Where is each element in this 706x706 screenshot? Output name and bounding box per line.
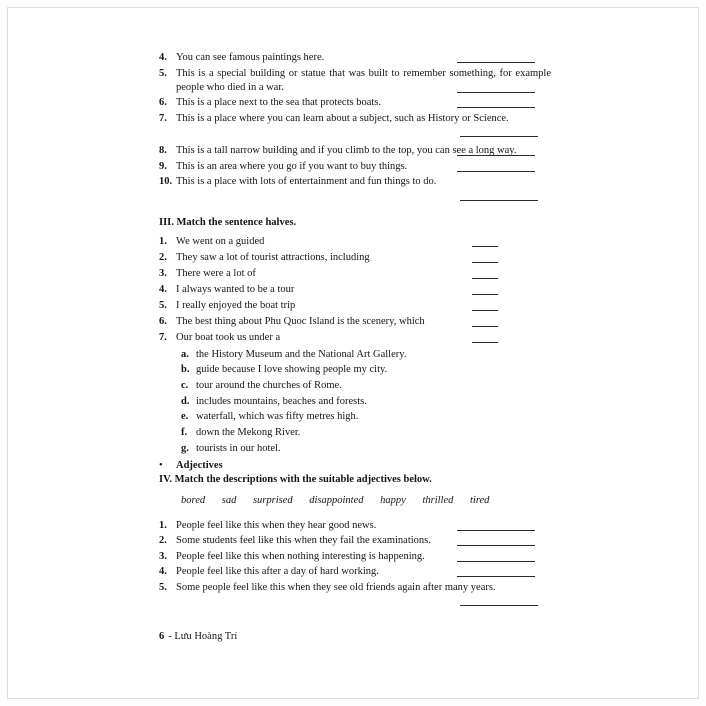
answer-blank <box>472 333 498 343</box>
item-text: This is a place next to the sea that protects boats. <box>176 97 381 108</box>
answer-blank <box>457 521 535 531</box>
answer-blank <box>472 317 498 327</box>
option-text: down the Mekong River. <box>196 426 301 438</box>
bullet-icon: • <box>159 459 163 471</box>
definition-item <box>159 67 551 95</box>
item-text: I always wanted to be a tour <box>176 283 295 295</box>
option-text: guide because I love showing people my city. <box>196 364 388 376</box>
answer-blank <box>472 237 498 247</box>
option-text: tourists in our hotel. <box>196 442 281 454</box>
word-bank-word: sad <box>221 494 237 506</box>
item-number: 7. <box>159 112 167 124</box>
item-number: 2. <box>159 535 167 547</box>
section-iv-title: IV. Match the descriptions with the suitable adjectives below. <box>159 473 432 485</box>
match-item <box>159 331 551 345</box>
option-letter: g. <box>181 442 189 454</box>
word-bank-word: surprised <box>252 494 293 506</box>
match-item <box>159 315 551 329</box>
answer-blank-row <box>159 191 551 205</box>
option-text: tour around the churches of Rome. <box>196 379 342 391</box>
item-text: I really enjoyed the boat trip <box>176 299 296 311</box>
item-text: People feel like this after a day of hard working. <box>176 566 379 578</box>
footer-author: - Lưu Hoàng Trí <box>168 631 238 642</box>
description-item <box>159 565 551 579</box>
definition-item <box>159 160 551 174</box>
item-text: This is a special building or statue that was built to remember something, for example people who died in a war. <box>176 67 551 93</box>
match-options <box>159 348 551 456</box>
item-number: 1. <box>159 519 167 531</box>
answer-blank <box>472 301 498 311</box>
item-number: 4. <box>159 566 167 578</box>
option-text: includes mountains, beaches and forests. <box>196 395 367 407</box>
word-bank-word: bored <box>181 494 206 506</box>
word-bank-word: happy <box>380 494 406 506</box>
item-text: This is an area where you go if you want to buy things. <box>176 160 408 172</box>
match-item <box>159 267 551 281</box>
answer-blank <box>460 596 538 606</box>
answer-blank <box>457 552 535 562</box>
answer-blank <box>457 536 535 546</box>
description-item <box>159 519 551 533</box>
option-letter: a. <box>181 348 189 360</box>
definition-item <box>159 96 551 110</box>
item-text: Some students feel like this when they fail the examinations. <box>176 535 431 547</box>
item-text: This is a place with lots of entertainment and fun things to do. <box>176 176 437 187</box>
match-option <box>181 410 551 424</box>
answer-blank <box>457 53 535 63</box>
option-letter: b. <box>181 364 190 376</box>
section-iii-title: III. Match the sentence halves. <box>159 216 297 228</box>
match-option <box>181 395 551 409</box>
item-number: 3. <box>159 550 167 562</box>
answer-blank <box>457 567 535 577</box>
item-number: 5. <box>159 67 167 79</box>
definition-item <box>159 175 551 189</box>
match-item <box>159 235 551 249</box>
item-text: The best thing about Phu Quoc Island is the scenery, which <box>176 315 425 327</box>
item-number: 8. <box>159 145 167 156</box>
definition-item <box>159 51 551 65</box>
worksheet-page <box>7 7 699 699</box>
description-item <box>159 534 551 548</box>
item-text: They saw a lot of tourist attractions, including <box>176 251 370 263</box>
item-text: We went on a guided <box>176 235 265 247</box>
match-item <box>159 251 551 265</box>
answer-blank <box>472 253 498 263</box>
item-number: 2. <box>159 251 167 263</box>
item-text: This is a place where you can learn about a subject, such as History or Science. <box>176 112 509 124</box>
item-number: 1. <box>159 235 167 247</box>
option-letter: f. <box>181 426 188 438</box>
match-block <box>159 235 551 345</box>
item-number: 3. <box>159 267 167 279</box>
page-content <box>159 51 551 612</box>
option-text: waterfall, which was fifty metres high. <box>196 411 359 423</box>
answer-blank-row <box>159 127 551 141</box>
adjectives-heading: Adjectives <box>176 459 223 471</box>
answer-blank <box>457 162 535 172</box>
description-item <box>159 550 551 564</box>
word-bank-word: tired <box>469 494 490 506</box>
item-number: 6. <box>159 97 167 108</box>
page-number: 6 <box>159 631 165 642</box>
item-number: 5. <box>159 299 167 311</box>
word-bank-word: disappointed <box>309 494 364 506</box>
answer-blank-row <box>159 596 551 610</box>
item-number: 9. <box>159 160 167 172</box>
answer-blank <box>460 191 538 201</box>
answer-blank <box>460 127 538 137</box>
item-number: 4. <box>159 283 167 295</box>
word-bank-word: thrilled <box>422 494 454 506</box>
item-number: 6. <box>159 315 167 327</box>
match-option <box>181 379 551 393</box>
item-text: This is a tall narrow building and if you climb to the top, you can see a long way. <box>176 145 517 156</box>
answer-blank <box>472 269 498 279</box>
adjectives-heading-line <box>159 459 551 473</box>
description-item <box>159 581 551 595</box>
answer-blank <box>457 98 535 108</box>
answer-blank <box>457 83 535 93</box>
match-option <box>181 426 551 440</box>
item-number: 4. <box>159 52 167 63</box>
item-text: Our boat took us under a <box>176 331 281 343</box>
item-number: 5. <box>159 581 167 593</box>
definition-item <box>159 112 551 126</box>
definition-item <box>159 144 551 158</box>
item-number: 7. <box>159 331 167 343</box>
match-option <box>181 348 551 362</box>
option-letter: c. <box>181 379 189 391</box>
page-footer <box>159 631 237 642</box>
answer-blank <box>457 146 535 156</box>
option-letter: d. <box>181 395 190 407</box>
word-bank <box>181 494 551 508</box>
option-letter: e. <box>181 411 189 423</box>
option-text: the History Museum and the National Art Gallery. <box>196 348 407 360</box>
item-text: There were a lot of <box>176 267 256 279</box>
match-item <box>159 299 551 313</box>
match-option <box>181 442 551 456</box>
answer-blank <box>472 285 498 295</box>
item-text: People feel like this when nothing interesting is happening. <box>176 550 425 562</box>
item-text: You can see famous paintings here. <box>176 52 325 63</box>
match-option <box>181 363 551 377</box>
match-item <box>159 283 551 297</box>
item-text: Some people feel like this when they see old friends again after many years. <box>176 581 496 593</box>
item-text: People feel like this when they hear good news. <box>176 519 377 531</box>
item-number: 10. <box>159 176 173 187</box>
